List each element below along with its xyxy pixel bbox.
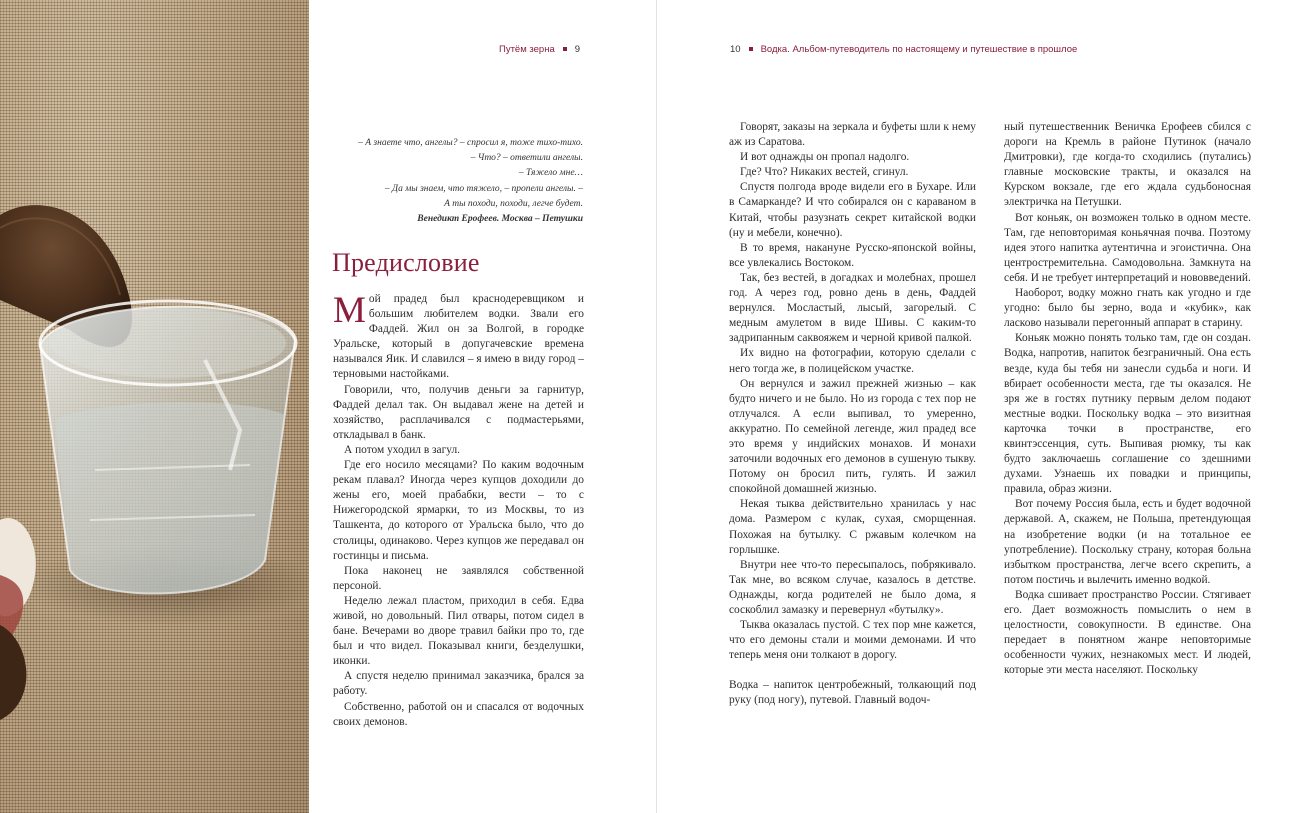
paragraph: Водка сшивает пространство России. Стягивает его. Дает возможность помыслить о нем в целостности, совокупности. В единстве. Она передает в понятном жанре неповторимые особенности чужих, незнакомых мест. И людей, которые эти места населяют. Поскольку <box>1004 588 1251 677</box>
right-page-text-column-1 <box>729 120 976 709</box>
paragraph: Некая тыква действительно хранилась у нас дома. Размером с кулак, сухая, сморщенная. Похожая на бутылку. С ржавым колечком на горлышке. <box>729 498 976 556</box>
paragraph: Их видно на фотографии, которую сделали с него тогда же, в полицейском участке. <box>729 347 976 375</box>
epigraph-line: А ты походи, походи, легче будет. <box>444 198 583 209</box>
paragraph: Где? Что? Никаких вестей, сгинул. <box>740 166 909 179</box>
paragraph: Неделю лежал пластом, приходил в себя. Едва живой, но довольный. Пил отвары, потом сидел в бане. Вечерами во дворе травил байки про то, где был и что видел. Показывал книги, безделушки, иконки. <box>333 594 584 668</box>
paragraph: Вот коньяк, он возможен только в одном месте. Там, где неповторимая коньячная почва. Поэтому идея этого напитка аутентична и эгоистична. Она центростремительна. Самодовольна. Замкнута на себя. И не требует интерпретаций и нововведений. <box>1004 211 1251 284</box>
page-number: 10 <box>730 44 741 55</box>
paragraph: Говорили, что, получив деньги за гарнитур, Фаддей делал так. Он выдавал жене на детей и хозяйство, расплачивался с подмастерьями, откладывал в банк. <box>333 383 584 441</box>
paragraph: А спустя неделю принимал заказчика, брался за работу. <box>333 670 584 698</box>
paragraph: ный путешественник Веничка Ерофеев сбился с дороги на Кремль в районе Путинок (начало Дмитровки), где когда-то сходились (путались) главные московские тракты, и оказался на Курском вокзале, где его ждала судьбоносная электричка на Петушки. <box>1004 121 1251 209</box>
paragraph: Коньяк можно понять только там, где он создан. Водка, напротив, напиток безграничный. Она есть везде, куда бы тебя ни занесли судьба и ноги. И вбирает особенности места, где ты оказался. Не зря же в гостях путнику первым делом подают местные водки. Поскольку водка – это визитная карточка точки в пространстве, его квинтэссенция, суть. Выпивая рюмку, ты как будто заключаешь соглашение со здешними духами. Узнаешь их повадки и принципы, правила, образ жизни. <box>1004 332 1251 496</box>
page-gutter <box>656 0 657 813</box>
paragraph: Спустя полгода вроде видели его в Бухаре. Или в Самарканде? И что собирался он с караваном в Китай, чтобы разузнать секрет китайской водки (ну и мебели, конечно). <box>729 181 976 239</box>
epigraph-line: – Тяжело мне… <box>518 168 583 179</box>
running-head-title: Водка. Альбом-путеводитель по настоящему и путешествие в прошлое <box>760 44 1078 55</box>
running-head-title: Путём зерна <box>499 44 555 55</box>
paragraph: Так, без вестей, в догадках и молебнах, прошел год. А через год, ровно день в день, Фаддей вернулся. Мосластый, лысый, загорелый. С медным амулетом в виде Шивы. С каким-то задрипанным саквояжем и черной кривой палкой. <box>729 271 976 345</box>
photo-vodka-glass-bread <box>0 0 309 813</box>
square-bullet-icon <box>749 47 753 51</box>
left-page-text-column <box>333 292 584 730</box>
photo-illustration <box>0 0 309 813</box>
chapter-heading: Предисловие <box>332 248 480 277</box>
paragraph: Водка – напиток центробежный, толкающий под руку (под ногу), путевой. Главный водоч- <box>729 679 976 707</box>
epigraph <box>330 136 583 227</box>
paragraph: Наоборот, водку можно гнать как угодно и где угодно: было бы зерно, вода и «кубик», как ласково называли перегонный аппарат в старину. <box>1004 287 1251 330</box>
paragraph: А потом уходил в загул. <box>344 443 461 456</box>
page-number: 9 <box>574 44 581 55</box>
paragraph: Вот почему Россия была, есть и будет водочной державой. А, скажем, не Польша, претендующая на изобретение водки (и на тотальное ее употребление). Поскольку страну, которая больна избытком пространства, легче всего скрепить, а потом постичь и вылечить именно водкой. <box>1004 498 1251 586</box>
epigraph-author: Венедикт Ерофеев. Москва – Петушки <box>417 214 583 225</box>
epigraph-line: – А знаете что, ангелы? – спросил я, тоже тихо-тихо. <box>358 138 583 148</box>
paragraph-text: ой прадед был краснодеревщиком и большим любителем водки. Звали его Фаддей. Жил он за Волгой, в городке Уральске, который в допугачевские времена назывался Яик. И славился – я имею в виду город – терновыми настойками. <box>333 293 584 381</box>
paragraph: Собственно, работой он и спасался от водочных своих демонов. <box>333 700 584 728</box>
paragraph: Тыква оказалась пустой. С тех пор мне кажется, что его демоны стали и моими демонами. И что теперь меня они толкают в дорогу. <box>729 619 976 662</box>
square-bullet-icon <box>563 47 567 51</box>
paragraph: И вот однажды он пропал надолго. <box>740 151 910 164</box>
epigraph-line: – Да мы знаем, что тяжело, – пропели ангелы. – <box>384 183 583 194</box>
paragraph: Он вернулся и зажил прежней жизнью – как будто ничего и не было. Но из города с тех пор не отлучался. А если выпивал, то умеренно, аккуратно. По семейной легенде, жил прадед все это время у индийских монахов. И монахи заточили водочных его демонов в сушеную тыкву. Потому он бросил пить, гулять. И зажил спокойной домашней жизнью. <box>729 377 976 496</box>
running-head-right <box>730 44 1077 55</box>
epigraph-line: – Что? – ответили ангелы. <box>470 153 583 164</box>
paragraph <box>333 292 584 383</box>
paragraph: Внутри нее что-то пересыпалось, побрякивало. Так мне, во всяком случае, казалось в детстве. Однажды, когда родителей не было дома, я соскоблил замазку и перевернул «бутылку». <box>729 558 976 616</box>
running-head-left <box>499 44 580 55</box>
right-page-text-column-2 <box>1004 120 1251 678</box>
paragraph: Пока наконец не заявлялся собственной персоной. <box>333 564 584 592</box>
paragraph: В то время, накануне Русско-японской войны, все увлекались Востоком. <box>729 241 976 269</box>
paragraph: Где его носило месяцами? По каким водочным рекам плавал? Иногда через купцов доходили до жены его, моей прабабки, вести – то с Нижегородской ярмарки, то из Москвы, то из Ташкента, до которого от Уральска было, что до столицы, одинаково. Через купцов же передавал он гостинцы и письма. <box>333 459 584 562</box>
drop-cap: М <box>333 290 366 331</box>
paragraph: Говорят, заказы на зеркала и буфеты шли к нему аж из Саратова. <box>729 121 976 149</box>
